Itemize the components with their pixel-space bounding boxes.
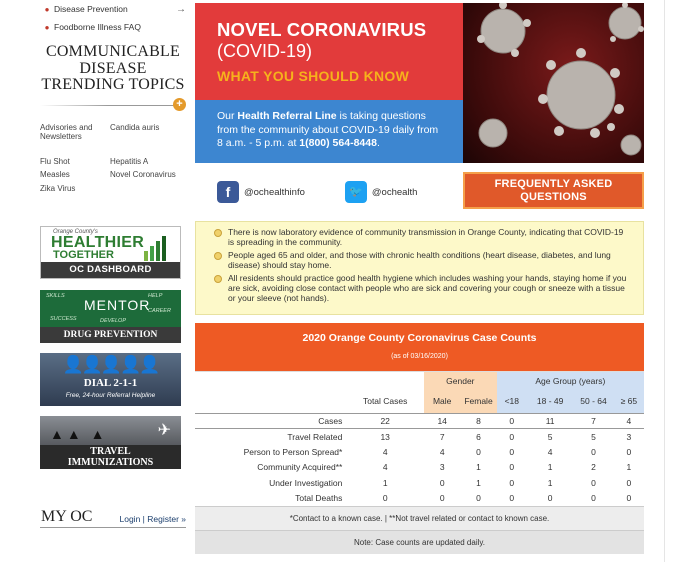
link-separator: | xyxy=(140,514,148,524)
table-cell: 1 xyxy=(476,462,481,473)
topic-link[interactable]: Flu Shot xyxy=(40,156,70,166)
table-cell: 0 xyxy=(626,493,632,504)
case-counts-table xyxy=(195,323,644,554)
table-cell: 0 xyxy=(626,477,632,488)
dial-211-banner[interactable] xyxy=(40,353,181,406)
register-link[interactable]: Register » xyxy=(147,514,186,524)
banner-label-line: IMMUNIZATIONS xyxy=(67,457,154,468)
row-label: Under Investigation xyxy=(269,477,343,488)
column-header-row xyxy=(195,389,644,413)
row-label: Cases xyxy=(195,413,346,429)
table-cell: 0 xyxy=(591,477,596,488)
notice-item: There is now laboratory evidence of community transmission in Orange County, indicating that COVID-19 is spreading in the community. xyxy=(214,227,631,247)
topic-link[interactable]: Advisories and Newsletters xyxy=(40,122,93,141)
left-sidebar xyxy=(40,0,186,562)
table-cell: 1 xyxy=(547,477,553,488)
divider-line xyxy=(40,105,176,106)
referral-line-name: Health Referral Line xyxy=(237,110,337,122)
table-cell: 0 xyxy=(497,413,527,429)
column-header: 18 - 49 xyxy=(527,389,573,413)
table-cell: 5 xyxy=(591,431,596,442)
facebook-link[interactable] xyxy=(217,181,305,203)
table-cell: 4 xyxy=(439,446,445,457)
table-row xyxy=(195,413,644,429)
table-cell: 14 xyxy=(424,413,460,429)
banner-title: HEALTHIER xyxy=(51,234,145,251)
travelers-icon: ▲▲ ▲ xyxy=(50,426,108,442)
oc-dashboard-banner[interactable] xyxy=(40,226,181,279)
arrow-right-icon: → xyxy=(176,3,186,15)
social-links xyxy=(217,179,417,205)
chalk-word: SKILLS xyxy=(46,293,65,299)
table-cell: 1 xyxy=(547,462,553,473)
bullet-icon: ● xyxy=(44,22,50,32)
table-cell: 0 xyxy=(509,431,515,442)
covid-hero-banner xyxy=(195,3,644,163)
table-row xyxy=(195,491,644,507)
referral-phone[interactable]: 1(800) 564-8448 xyxy=(299,137,377,149)
hero-title: NOVEL CORONAVIRUS xyxy=(217,19,427,40)
bar-chart-icon xyxy=(142,233,170,261)
table-cell: 0 xyxy=(439,477,445,488)
table-cell: 0 xyxy=(591,446,596,457)
table-cell: 1 xyxy=(626,462,632,473)
table-cell: 0 xyxy=(591,493,596,504)
virus-illustration-icon xyxy=(463,3,644,163)
table-row xyxy=(195,460,644,476)
group-header-row xyxy=(195,372,644,389)
table-cell: 4 xyxy=(547,446,553,457)
table-cell: 11 xyxy=(527,413,573,429)
table-cell: 0 xyxy=(626,446,632,457)
topic-link[interactable]: Zika Virus xyxy=(40,183,76,193)
table-row xyxy=(195,429,644,445)
table-cell: 1 xyxy=(476,477,481,488)
twitter-icon: 🐦 xyxy=(345,181,367,203)
banner-label xyxy=(40,445,181,469)
table-cell: 0 xyxy=(382,493,388,504)
sidebar-link-disease-prevention[interactable] xyxy=(40,0,186,18)
chalk-word: SUCCESS xyxy=(50,316,77,322)
topic-link[interactable]: Hepatitis A xyxy=(110,156,149,166)
row-label: Person to Person Spread* xyxy=(243,446,343,457)
heading-line: DISEASE xyxy=(79,59,147,77)
heading-line: TRENDING TOPICS xyxy=(41,76,185,93)
virus-image xyxy=(463,3,644,163)
my-oc-section xyxy=(40,506,186,528)
facebook-handle: @ochealthinfo xyxy=(244,186,305,198)
plus-icon[interactable]: + xyxy=(173,98,186,111)
my-oc-title: MY OC xyxy=(41,508,93,525)
hero-tagline: WHAT YOU SHOULD KNOW xyxy=(217,68,410,84)
table-footnote: *Contact to a known case. | **Not travel related or contact to known case. xyxy=(195,506,644,530)
column-header: Total Cases xyxy=(346,389,424,413)
banner-label-line: TRAVEL xyxy=(90,446,131,457)
row-label: Travel Related xyxy=(287,431,343,442)
table-cell: 3 xyxy=(439,462,445,473)
column-header: Male xyxy=(424,389,460,413)
case-counts-date: (as of 03/16/2020) xyxy=(391,353,448,360)
faq-button[interactable] xyxy=(463,172,644,209)
table-cell: 4 xyxy=(382,446,388,457)
facebook-icon: f xyxy=(217,181,239,203)
row-label: Total Deaths xyxy=(295,493,343,504)
account-links xyxy=(120,514,187,524)
referral-line-panel xyxy=(195,100,463,163)
banner-subtitle: Free, 24-hour Referral Helpline xyxy=(65,392,156,399)
chalk-word: CAREER xyxy=(148,308,171,314)
table-cell: 0 xyxy=(476,446,481,457)
table-cell: 0 xyxy=(476,493,481,504)
column-header: Female xyxy=(460,389,496,413)
login-link[interactable]: Login xyxy=(119,514,141,524)
table-cell: 2 xyxy=(591,462,596,473)
table-cell: 0 xyxy=(439,493,445,504)
gender-group-header: Gender xyxy=(424,372,497,389)
table-cell: 7 xyxy=(573,413,613,429)
banner-kicker: Orange County's xyxy=(53,229,98,235)
table-cell: 1 xyxy=(382,477,388,488)
bullet-icon: ● xyxy=(44,4,50,14)
airplane-icon: ✈ xyxy=(157,422,171,439)
twitter-handle: @ochealth xyxy=(371,186,418,198)
twitter-link[interactable] xyxy=(345,181,418,203)
table-cell: 13 xyxy=(380,431,390,442)
table-cell: 7 xyxy=(439,431,445,442)
table-cell: 4 xyxy=(614,413,644,429)
row-label: Community Acquired** xyxy=(257,462,343,473)
table-cell: 0 xyxy=(547,493,553,504)
banner-label: OC DASHBOARD xyxy=(41,262,180,278)
sidebar-link-label: Disease Prevention xyxy=(54,4,128,14)
table-cell: 0 xyxy=(509,446,515,457)
table-cell: 8 xyxy=(460,413,496,429)
referral-text: Our xyxy=(217,110,238,122)
banner-label: DRUG PREVENTION xyxy=(40,327,181,343)
column-header: ≥ 65 xyxy=(614,389,644,413)
chalk-word: DEVELOP xyxy=(100,318,126,324)
table-cell: 5 xyxy=(547,431,553,442)
table-row xyxy=(195,475,644,491)
case-counts-header xyxy=(195,323,644,372)
travel-immunizations-banner[interactable] xyxy=(40,416,181,469)
table-cell: 22 xyxy=(346,413,424,429)
notice-item: People aged 65 and older, and those with chronic health conditions (heart disease, diabetes, and lung disease) should stay home. xyxy=(214,250,631,270)
table-cell: 0 xyxy=(509,493,515,504)
topic-link[interactable]: Novel Coronavirus xyxy=(110,170,176,179)
banner-title: DIAL 2-1-1 xyxy=(83,377,138,389)
trending-topics-heading xyxy=(40,44,186,94)
case-counts-title: 2020 Orange County Coronavirus Case Counts xyxy=(302,332,537,344)
case-counts-grid xyxy=(195,372,644,506)
hero-title-panel xyxy=(195,3,463,100)
topic-link[interactable]: Measles xyxy=(40,170,70,179)
heading-divider xyxy=(40,97,186,111)
banner-title: MENTOR xyxy=(84,297,151,313)
table-update-note: Note: Case counts are updated daily. xyxy=(195,530,644,554)
column-header: <18 xyxy=(497,389,527,413)
table-cell: 4 xyxy=(382,462,388,473)
drug-prevention-banner[interactable] xyxy=(40,290,181,343)
referral-text: is taking questions from the community about COVID-19 daily from 8 a.m. - 5 p.m. at xyxy=(217,110,439,149)
column-header: 50 - 64 xyxy=(573,389,613,413)
table-cell: 3 xyxy=(626,431,632,442)
sidebar-link-label: Foodborne Illness FAQ xyxy=(54,22,141,32)
notice-item: All residents should practice good health hygiene which includes washing your hands, staying home if you are sick, avoiding close contact with people who are sick and covering your cough or sneeze with a tissue or your sleeve (not hands). xyxy=(214,273,631,303)
table-row xyxy=(195,444,644,460)
page-edge-rule xyxy=(664,0,665,562)
heading-line: COMMUNICABLE xyxy=(46,43,180,60)
sidebar-link-foodborne-faq[interactable] xyxy=(40,18,186,36)
referral-text: . xyxy=(376,137,380,149)
faq-button-line: FREQUENTLY ASKED xyxy=(494,178,613,190)
covid-notice-box xyxy=(195,221,644,315)
chalk-word: HELP xyxy=(148,293,163,299)
table-cell: 0 xyxy=(509,477,515,488)
table-cell: 0 xyxy=(509,462,515,473)
hero-subtitle: (COVID-19) xyxy=(217,41,313,61)
faq-button-line: QUESTIONS xyxy=(520,190,587,203)
trending-topics-list xyxy=(40,123,186,194)
table-cell: 6 xyxy=(476,431,481,442)
age-group-header: Age Group (years) xyxy=(497,372,644,389)
topic-link[interactable]: Candida auris xyxy=(110,122,160,132)
banner-subtitle: TOGETHER xyxy=(53,249,114,261)
people-icon: 👤👤👤👤👤 xyxy=(62,355,159,374)
